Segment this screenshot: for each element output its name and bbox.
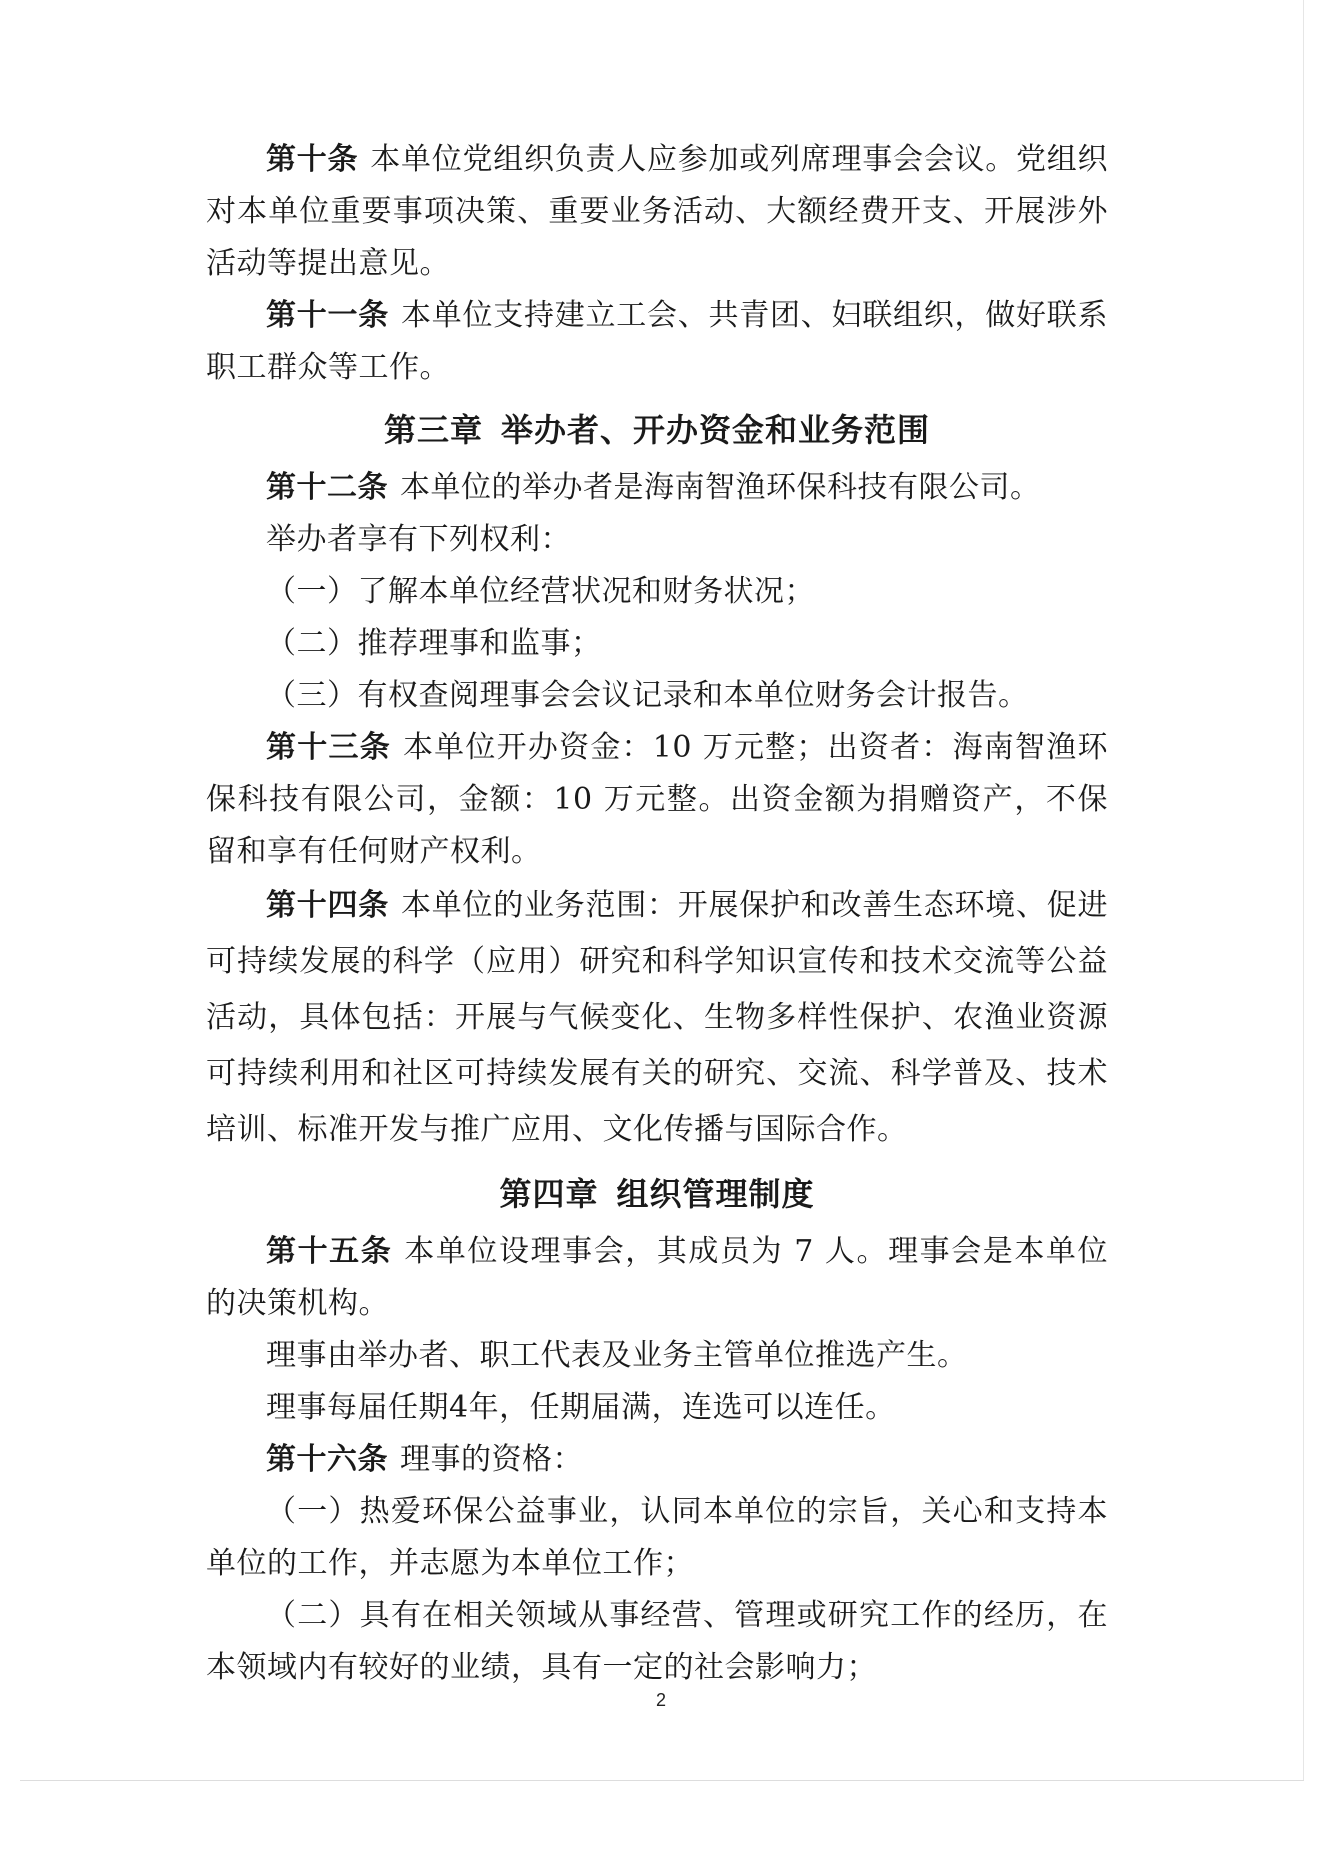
article-label: 第十条 [266,142,359,177]
article-16 [206,1434,1108,1486]
list-item: （二）推荐理事和监事； [266,626,602,661]
list-item: （一）了解本单位经营状况和财务状况； [266,574,815,609]
article-11 [206,290,1108,394]
article-text: 本单位支持建立工会、共青团、妇联组织，做好联系职工群众等工作。 [206,298,1108,385]
article-12 [206,462,1108,514]
paragraph: 理事由举办者、职工代表及业务主管单位推选产生。 [266,1338,968,1373]
list-item: （二）具有在相关领域从事经营、管理或研究工作的经历，在本领域内有较好的业绩，具有一定的社会影响力； [206,1598,1108,1685]
article-label: 第十二条 [266,470,388,505]
document-body [206,134,1108,1694]
article-label: 第十四条 [266,888,389,923]
list-item: （一）热爱环保公益事业，认同本单位的宗旨，关心和支持本单位的工作，并志愿为本单位工作； [206,1494,1108,1581]
paragraph: 举办者享有下列权利： [266,522,571,557]
chapter-number: 第四章 [499,1175,599,1213]
paragraph: 理事每届任期4年，任期届满，连选可以连任。 [266,1390,896,1425]
list-item: （三）有权查阅理事会会议记录和本单位财务会计报告。 [266,678,1029,713]
article-label: 第十五条 [266,1234,393,1269]
article-label: 第十一条 [266,298,389,333]
article-15 [206,1226,1108,1330]
article-text: 本单位党组织负责人应参加或列席理事会会议。党组织对本单位重要事项决策、重要业务活动、大额经费开支、开展涉外活动等提出意见。 [206,142,1108,281]
scan-edge-bottom [20,1780,1304,1781]
page-number: 2 [655,1690,666,1710]
article-text: 本单位的业务范围：开展保护和改善生态环境、促进可持续发展的科学（应用）研究和科学知识宣传和技术交流等公益活动，具体包括：开展与气候变化、生物多样性保护、农渔业资源可持续利用和社区可持续发展有关的研究、交流、科学普及、技术培训、标准开发与推广应用、文化传播与国际合作。 [206,888,1108,1147]
chapter-title: 举办者、开办资金和业务范围 [501,411,931,449]
article-14 [206,878,1108,1158]
scan-edge-right [1303,0,1304,1780]
chapter-4-heading [206,1166,1108,1222]
article-text: 本单位开办资金：10 万元整；出资者：海南智渔环保科技有限公司，金额：10 万元整。出资金额为捐赠资产，不保留和享有任何财产权利。 [206,730,1109,869]
article-text: 理事的资格： [400,1442,583,1477]
article-10 [206,134,1108,290]
article-label: 第十六条 [266,1442,388,1477]
chapter-3-heading [206,402,1108,458]
article-13 [206,722,1108,878]
article-label: 第十三条 [266,730,391,765]
article-text: 本单位的举办者是海南智渔环保科技有限公司。 [400,470,1041,505]
chapter-title: 组织管理制度 [616,1175,815,1213]
chapter-number: 第三章 [383,411,483,449]
article-text: 本单位设理事会，其成员为 7 人。理事会是本单位的决策机构。 [206,1234,1108,1321]
